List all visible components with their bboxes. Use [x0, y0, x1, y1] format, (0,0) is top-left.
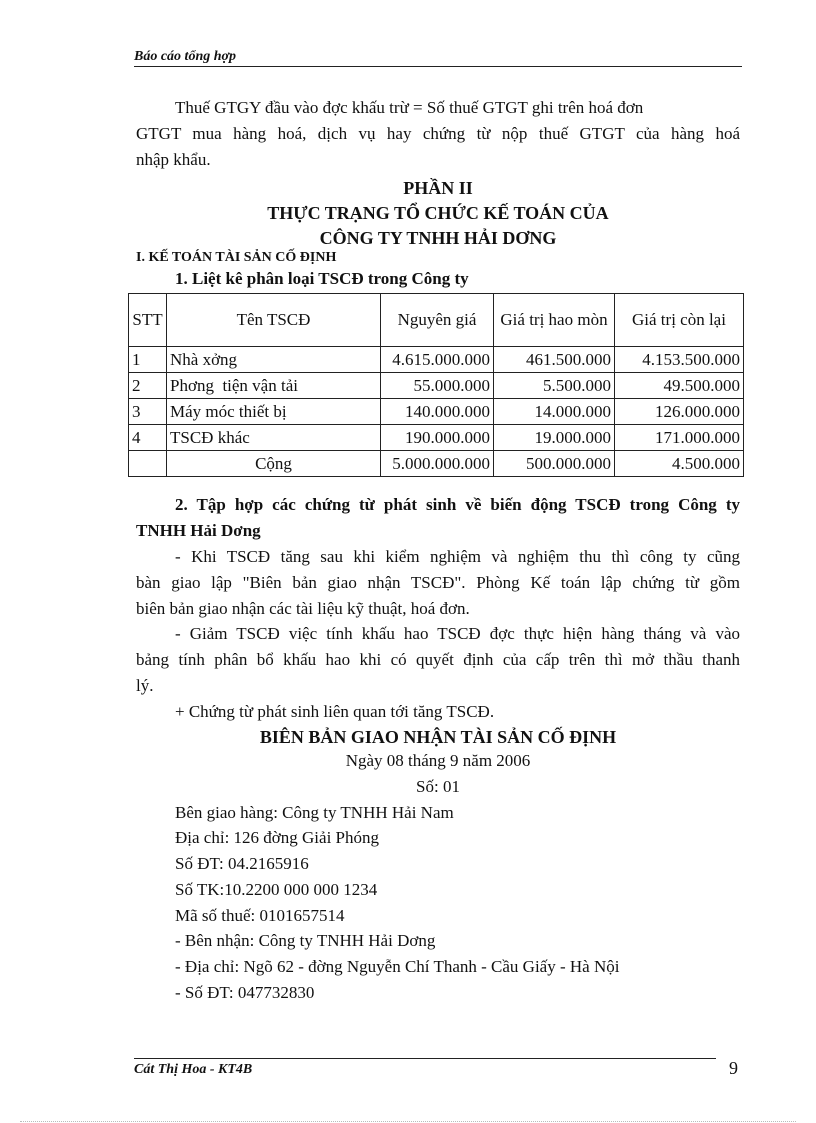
cell-nguyen-gia: 55.000.000 [381, 373, 494, 399]
cell-hao-mon: 5.500.000 [494, 373, 615, 399]
col-header-stt: STT [129, 294, 167, 347]
cell-stt-empty [129, 451, 167, 477]
col-header-con-lai: Giá trị còn lại [615, 294, 744, 347]
paragraph-1-line-2: bàn giao lập "Biên bản giao nhận TSCĐ". Phòng Kế toán lập chứng từ gồm [136, 573, 740, 592]
table-row [129, 425, 744, 451]
page-edge-divider [20, 1121, 796, 1122]
footer-rule [134, 1058, 716, 1059]
table-header-row [129, 294, 744, 347]
cell-nguyen-gia: 190.000.000 [381, 425, 494, 451]
cell-hao-mon: 19.000.000 [494, 425, 615, 451]
paragraph-1-line-3: biên bản giao nhận các tài liệu kỹ thuật, hoá đơn. [136, 599, 470, 618]
cell-hao-mon: 14.000.000 [494, 399, 615, 425]
cell-stt: 4 [129, 425, 167, 451]
paragraph-3: + Chứng từ phát sinh liên quan tới tăng TSCĐ. [175, 702, 495, 721]
cell-hao-mon: 461.500.000 [494, 347, 615, 373]
part-title-line-2: CÔNG TY TNHH HẢI DƠNG [319, 228, 557, 248]
cell-ten-tscd: Nhà xởng [167, 347, 381, 373]
page-number: 9 [729, 1058, 738, 1078]
bien-ban-line: Địa chỉ: 126 đờng Giải Phóng [175, 828, 379, 847]
bien-ban-line: Mã số thuế: 0101657514 [175, 906, 345, 925]
intro-line-3: nhập khẩu. [136, 150, 211, 169]
table-row [129, 373, 744, 399]
paragraph-2-line-1: - Giảm TSCĐ việc tính khấu hao TSCĐ đợc thực hiện hàng tháng và vào [175, 624, 740, 643]
paragraph-2-line-2: bảng tính phân bổ khấu hao khi có quyết định của cấp trên thì mở thầu thanh [136, 650, 740, 669]
intro-line-1: Thuế GTGY đầu vào đợc khấu trừ = Số thuế GTGT ghi trên hoá đơn [175, 98, 644, 117]
tscd-table [128, 293, 744, 477]
cell-nguyen-gia: 4.615.000.000 [381, 347, 494, 373]
bien-ban-line: - Địa chỉ: Ngõ 62 - đờng Nguyễn Chí Thanh - Cầu Giấy - Hà Nội [175, 957, 620, 976]
paragraph-2-line-3: lý. [136, 676, 154, 695]
bien-ban-line: Số TK:10.2200 000 000 1234 [175, 880, 378, 899]
cell-nguyen-gia: 140.000.000 [381, 399, 494, 425]
cell-con-lai: 126.000.000 [615, 399, 744, 425]
bien-ban-line: Bên giao hàng: Công ty TNHH Hải Nam [175, 803, 454, 822]
part-title-line-1: THỰC TRẠNG TỔ CHỨC KẾ TOÁN CỦA [267, 203, 609, 223]
paragraph-1-line-1: - Khi TSCĐ tăng sau khi kiểm nghiệm và nghiệm thu thì công ty cũng [175, 547, 740, 566]
col-header-ten-tscd: Tên TSCĐ [167, 294, 381, 347]
cell-total-hao-mon: 500.000.000 [494, 451, 615, 477]
part-label: PHẦN II [403, 178, 473, 198]
subsection-1-heading: 1. Liệt kê phân loại TSCĐ trong Công ty [175, 269, 469, 288]
cell-con-lai: 49.500.000 [615, 373, 744, 399]
cell-stt: 1 [129, 347, 167, 373]
bien-ban-title: BIÊN BẢN GIAO NHẬN TÀI SẢN CỐ ĐỊNH [259, 727, 617, 747]
cell-con-lai: 171.000.000 [615, 425, 744, 451]
cell-ten-tscd: TSCĐ khác [167, 425, 381, 451]
intro-line-2: GTGT mua hàng hoá, dịch vụ hay chứng từ nộp thuế GTGT của hàng hoá [136, 124, 740, 143]
bien-ban-line: - Số ĐT: 047732830 [175, 983, 315, 1002]
header-rule [134, 66, 742, 67]
table-total-row [129, 451, 744, 477]
bien-ban-line: - Bên nhận: Công ty TNHH Hải Dơng [175, 931, 436, 950]
subsection-2-heading-line-1: 2. Tập hợp các chứng từ phát sinh về biến động TSCĐ trong Công ty [175, 495, 740, 514]
col-header-hao-mon: Giá trị hao mòn [494, 294, 615, 347]
bien-ban-line: Số ĐT: 04.2165916 [175, 854, 309, 873]
section-1-heading: I. KẾ TOÁN TÀI SẢN CỐ ĐỊNH [136, 250, 337, 265]
cell-stt: 3 [129, 399, 167, 425]
cell-stt: 2 [129, 373, 167, 399]
table-row [129, 399, 744, 425]
running-header: Báo cáo tổng hợp [134, 49, 237, 64]
table-row [129, 347, 744, 373]
bien-ban-date: Ngày 08 tháng 9 năm 2006 [345, 751, 531, 770]
cell-con-lai: 4.153.500.000 [615, 347, 744, 373]
cell-total-nguyen-gia: 5.000.000.000 [381, 451, 494, 477]
cell-total-label: Cộng [167, 451, 381, 477]
bien-ban-number: Số: 01 [416, 777, 460, 796]
cell-ten-tscd: Phơng tiện vận tải [167, 373, 381, 399]
cell-ten-tscd: Máy móc thiết bị [167, 399, 381, 425]
cell-total-con-lai: 4.500.000 [615, 451, 744, 477]
col-header-nguyen-gia: Nguyên giá [381, 294, 494, 347]
footer-author: Cát Thị Hoa - KT4B [134, 1062, 253, 1077]
subsection-2-heading-line-2: TNHH Hải Dơng [136, 521, 261, 540]
